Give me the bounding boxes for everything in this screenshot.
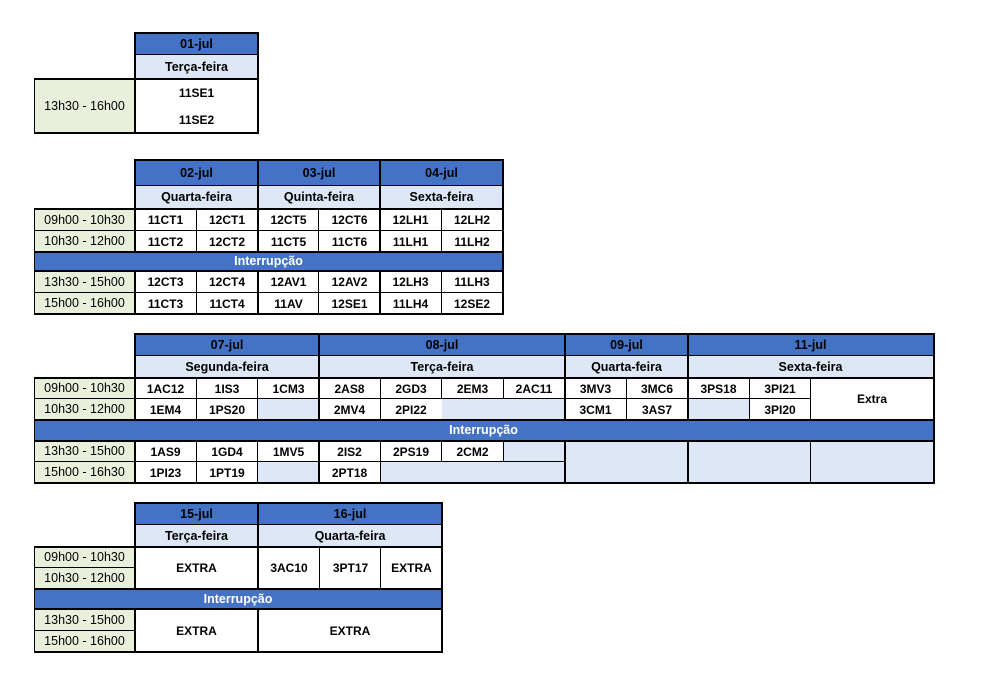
date-header bbox=[135, 334, 319, 356]
class-code: 11CT3 bbox=[147, 296, 184, 311]
table-border bbox=[933, 333, 935, 484]
date-label: 08-jul bbox=[425, 337, 459, 352]
time-label: 15h00 - 16h00 bbox=[44, 296, 125, 311]
table-border bbox=[380, 377, 381, 420]
weekday-label: Quarta-feira bbox=[591, 359, 662, 374]
time-slot bbox=[34, 293, 135, 314]
time-slot bbox=[34, 547, 135, 568]
date-label: 02-jul bbox=[180, 165, 213, 180]
date-header bbox=[380, 160, 503, 186]
time-slot bbox=[34, 631, 135, 652]
time-slot bbox=[34, 271, 135, 293]
time-slot bbox=[34, 209, 135, 231]
weekday-header bbox=[688, 356, 933, 378]
weekday-header bbox=[258, 525, 442, 547]
class-cell bbox=[319, 231, 380, 252]
interruption-bar bbox=[34, 252, 503, 271]
class-code: 12AV2 bbox=[331, 275, 368, 289]
table-border bbox=[318, 333, 320, 420]
extra-cell bbox=[811, 378, 933, 420]
table-border bbox=[380, 546, 381, 589]
class-cell bbox=[196, 231, 258, 252]
table-border bbox=[196, 270, 197, 315]
date-header bbox=[565, 334, 688, 356]
empty-cell bbox=[811, 441, 933, 483]
class-cell bbox=[135, 378, 196, 399]
class-code: 1EM4 bbox=[149, 402, 182, 417]
class-cell bbox=[626, 378, 688, 399]
class-cell bbox=[380, 399, 442, 420]
class-cell bbox=[196, 271, 258, 293]
date-label: 11-jul bbox=[794, 337, 827, 352]
class-cell bbox=[319, 399, 380, 420]
class-cell bbox=[441, 209, 503, 231]
table-border bbox=[34, 270, 504, 272]
time-slot bbox=[34, 399, 135, 420]
empty-cell bbox=[258, 462, 319, 483]
table-border bbox=[135, 502, 443, 504]
table-border bbox=[318, 440, 320, 484]
class-code: 1IS3 bbox=[214, 381, 240, 396]
class-cell bbox=[135, 441, 196, 462]
table-border bbox=[257, 270, 259, 315]
table-border bbox=[134, 440, 136, 484]
class-cell bbox=[196, 209, 258, 231]
class-cell bbox=[441, 293, 503, 314]
extra-cell bbox=[135, 547, 258, 589]
class-cell bbox=[319, 441, 380, 462]
time-slot bbox=[34, 378, 135, 399]
class-code: 1MV5 bbox=[272, 444, 305, 459]
date-label: 01-jul bbox=[180, 36, 213, 51]
date-label: 09-jul bbox=[610, 337, 643, 352]
time-slot bbox=[34, 79, 135, 133]
class-code: 2MV4 bbox=[333, 402, 366, 417]
interruption-label: Interrupção bbox=[203, 591, 273, 606]
class-cell bbox=[380, 293, 441, 314]
class-cell bbox=[319, 462, 380, 483]
class-cell bbox=[258, 378, 319, 399]
table-border bbox=[196, 208, 197, 252]
class-cell bbox=[258, 209, 319, 231]
interruption-bar bbox=[34, 420, 933, 441]
table-border bbox=[441, 440, 442, 462]
table-border bbox=[318, 270, 319, 315]
date-header bbox=[258, 160, 380, 186]
date-header bbox=[319, 334, 565, 356]
class-cell bbox=[196, 399, 258, 420]
table-border bbox=[34, 78, 259, 80]
weekday-label: Sexta-feira bbox=[778, 359, 843, 374]
class-code: 1GD4 bbox=[211, 444, 243, 459]
table-border bbox=[319, 546, 320, 589]
class-code: 12CT3 bbox=[147, 275, 184, 289]
weekday-label: Terça-feira bbox=[165, 59, 228, 74]
class-code: 12AV1 bbox=[270, 275, 307, 289]
extra-cell bbox=[258, 609, 442, 652]
class-code: 2CM2 bbox=[456, 444, 489, 459]
class-cell bbox=[319, 293, 380, 314]
weekday-header bbox=[565, 356, 688, 378]
table-border bbox=[34, 567, 135, 568]
class-code: 3MC6 bbox=[640, 381, 673, 396]
class-code: 12CT6 bbox=[331, 213, 368, 227]
class-code: 12CT5 bbox=[270, 213, 307, 227]
table-border bbox=[34, 251, 504, 253]
class-code: 11LH4 bbox=[392, 296, 429, 311]
class-cell bbox=[320, 547, 381, 589]
class-code: 11SE2 bbox=[178, 112, 215, 127]
weekday-header bbox=[258, 186, 380, 209]
time-label: 09h00 - 10h30 bbox=[44, 550, 125, 565]
class-code: 3PS18 bbox=[700, 381, 737, 396]
time-label: 10h30 - 12h00 bbox=[44, 402, 125, 417]
table-border bbox=[34, 377, 35, 484]
class-code: 3AS7 bbox=[641, 402, 673, 417]
class-code: 12CT1 bbox=[208, 213, 246, 227]
time-slot bbox=[34, 462, 135, 483]
class-cell bbox=[258, 231, 319, 252]
class-cell bbox=[380, 271, 441, 293]
table-border bbox=[502, 159, 504, 315]
class-cell bbox=[565, 399, 626, 420]
class-code: 11SE1 bbox=[178, 85, 215, 100]
class-code: 2AC11 bbox=[515, 381, 553, 396]
table-border bbox=[135, 185, 504, 186]
class-cell bbox=[626, 399, 688, 420]
table-border bbox=[34, 78, 35, 134]
class-cell bbox=[749, 399, 811, 420]
table-border bbox=[441, 377, 442, 399]
class-code: 2PI22 bbox=[395, 402, 427, 417]
weekday-label: Quinta-feira bbox=[283, 190, 355, 205]
class-code: 2EM3 bbox=[456, 381, 489, 396]
date-label: 03-jul bbox=[302, 165, 336, 180]
class-cell bbox=[196, 441, 258, 462]
class-code: 1PI23 bbox=[149, 465, 182, 480]
class-code: 12LH3 bbox=[392, 275, 429, 289]
table-border bbox=[34, 546, 443, 548]
table-border bbox=[34, 630, 135, 631]
table-border bbox=[257, 608, 259, 653]
class-cell bbox=[135, 79, 258, 106]
table-border bbox=[564, 333, 566, 420]
table-border bbox=[749, 377, 750, 420]
class-cell bbox=[503, 378, 565, 399]
table-border bbox=[34, 398, 811, 399]
class-code: 2AS8 bbox=[334, 381, 365, 396]
table-border bbox=[134, 502, 136, 589]
date-header bbox=[258, 503, 442, 525]
empty-cell bbox=[688, 441, 811, 483]
table-border bbox=[441, 270, 442, 315]
class-cell bbox=[319, 271, 380, 293]
empty-cell bbox=[688, 399, 749, 420]
class-code: 11AV bbox=[274, 296, 303, 311]
class-code: 11LH3 bbox=[454, 275, 490, 289]
extra-cell bbox=[381, 547, 442, 589]
table-border bbox=[34, 313, 504, 315]
class-cell bbox=[135, 271, 196, 293]
date-label: 04-jul bbox=[425, 165, 458, 180]
table-border bbox=[257, 440, 258, 484]
class-code: 11CT6 bbox=[331, 234, 368, 249]
table-border bbox=[135, 355, 935, 356]
date-header bbox=[688, 334, 933, 356]
table-border bbox=[564, 440, 566, 484]
empty-cell bbox=[442, 399, 565, 420]
class-cell bbox=[135, 231, 196, 252]
class-cell bbox=[442, 441, 503, 462]
time-label: 09h00 - 10h30 bbox=[44, 212, 125, 227]
class-cell bbox=[380, 231, 441, 252]
class-code: 11CT5 bbox=[270, 234, 307, 249]
class-cell bbox=[441, 271, 503, 293]
class-cell bbox=[688, 378, 749, 399]
class-code: 3AC10 bbox=[270, 561, 308, 575]
date-label: 16-jul bbox=[333, 506, 367, 521]
table-border bbox=[196, 440, 197, 484]
table-border bbox=[34, 292, 504, 293]
class-cell bbox=[380, 441, 442, 462]
table-border bbox=[134, 333, 136, 420]
table-border bbox=[34, 461, 565, 462]
table-border bbox=[441, 208, 442, 252]
table-border bbox=[379, 270, 381, 315]
time-label: 15h00 - 16h30 bbox=[44, 465, 125, 480]
class-cell bbox=[380, 209, 441, 231]
class-code: EXTRA bbox=[176, 561, 217, 575]
class-cell bbox=[135, 209, 196, 231]
class-cell bbox=[258, 441, 319, 462]
class-cell bbox=[196, 378, 258, 399]
time-label: 15h00 - 16h00 bbox=[44, 634, 125, 649]
empty-cell bbox=[503, 441, 565, 462]
class-code: 11CT4 bbox=[209, 296, 245, 311]
class-code: 12LH1 bbox=[392, 213, 429, 227]
time-slot bbox=[34, 231, 135, 252]
time-slot bbox=[34, 568, 135, 589]
table-border bbox=[318, 208, 319, 252]
date-header bbox=[135, 503, 258, 525]
table-border bbox=[810, 377, 811, 420]
class-code: 12SE1 bbox=[331, 296, 368, 311]
table-border bbox=[441, 502, 443, 653]
class-cell bbox=[196, 293, 258, 314]
table-border bbox=[34, 588, 443, 590]
date-label: 15-jul bbox=[180, 506, 213, 521]
weekday-label: Terça-feira bbox=[410, 359, 474, 374]
weekday-label: Quarta-feira bbox=[161, 190, 232, 205]
extra-cell bbox=[135, 609, 258, 652]
class-code: 2GD3 bbox=[395, 381, 427, 396]
time-label: 10h30 - 12h00 bbox=[44, 571, 125, 586]
class-code: 12CT2 bbox=[208, 234, 246, 249]
class-cell bbox=[258, 271, 319, 293]
class-code: 11CT2 bbox=[147, 234, 184, 249]
class-code: 3PT17 bbox=[332, 561, 369, 575]
class-code: EXTRA bbox=[391, 561, 432, 575]
class-code: EXTRA bbox=[176, 623, 217, 638]
table-border bbox=[687, 333, 689, 420]
date-header bbox=[135, 160, 258, 186]
class-code: 11LH2 bbox=[454, 234, 490, 249]
time-label: 09h00 - 10h30 bbox=[44, 381, 125, 396]
class-cell bbox=[135, 462, 196, 483]
table-border bbox=[34, 651, 443, 653]
interruption-label: Interrupção bbox=[234, 254, 303, 269]
table-border bbox=[134, 608, 136, 653]
table-border bbox=[379, 159, 381, 252]
class-code: 2PS19 bbox=[392, 444, 430, 459]
table-border bbox=[503, 440, 504, 462]
weekday-label: Terça-feira bbox=[165, 528, 228, 543]
table-border bbox=[257, 32, 259, 134]
class-cell bbox=[380, 378, 442, 399]
date-label: 07-jul bbox=[210, 337, 244, 352]
interruption-bar bbox=[34, 589, 442, 609]
empty-cell bbox=[565, 441, 688, 483]
class-code: EXTRA bbox=[329, 623, 371, 638]
class-cell bbox=[442, 378, 503, 399]
weekday-label: Sexta-feira bbox=[409, 190, 474, 205]
time-label: 10h30 - 12h00 bbox=[44, 234, 125, 249]
class-code: 1CM3 bbox=[272, 381, 305, 396]
table-border bbox=[257, 377, 258, 420]
table-border bbox=[34, 230, 504, 231]
table-border bbox=[34, 440, 935, 442]
time-label: 13h30 - 15h00 bbox=[44, 612, 125, 627]
class-cell bbox=[441, 231, 503, 252]
class-cell bbox=[319, 209, 380, 231]
weekday-header bbox=[135, 186, 258, 209]
class-code: 3PI21 bbox=[764, 381, 796, 396]
class-code: 1AS9 bbox=[150, 444, 181, 459]
class-cell bbox=[135, 106, 258, 133]
table-border bbox=[34, 419, 935, 421]
empty-cell bbox=[380, 462, 565, 483]
class-cell bbox=[196, 462, 258, 483]
class-code: 2IS2 bbox=[337, 444, 362, 459]
class-code: 3CM1 bbox=[579, 402, 612, 417]
class-code: 11CT1 bbox=[147, 213, 184, 227]
time-slot bbox=[34, 441, 135, 462]
time-label: 13h30 - 16h00 bbox=[44, 98, 125, 113]
empty-cell bbox=[258, 399, 319, 420]
class-cell bbox=[319, 378, 380, 399]
class-code: 1AC12 bbox=[146, 381, 185, 396]
table-border bbox=[626, 377, 627, 420]
weekday-header bbox=[380, 186, 503, 209]
table-border bbox=[135, 524, 443, 525]
class-code: 1PS20 bbox=[208, 402, 246, 417]
weekday-header bbox=[135, 525, 258, 547]
class-code: 12CT4 bbox=[208, 275, 246, 289]
weekday-label: Quarta-feira bbox=[314, 528, 386, 543]
time-label: 13h30 - 15h00 bbox=[44, 444, 125, 459]
class-code: Extra bbox=[856, 392, 888, 406]
class-cell bbox=[258, 547, 320, 589]
class-cell bbox=[258, 293, 319, 314]
weekday-label: Segunda-feira bbox=[185, 359, 269, 374]
weekday-header bbox=[135, 55, 258, 79]
class-code: 12LH2 bbox=[453, 213, 491, 227]
table-border bbox=[196, 377, 197, 420]
table-border bbox=[135, 159, 504, 161]
table-border bbox=[134, 32, 136, 134]
table-border bbox=[810, 440, 811, 484]
weekday-header bbox=[319, 356, 565, 378]
table-border bbox=[34, 208, 35, 315]
time-label: 13h30 - 15h00 bbox=[44, 274, 125, 289]
table-border bbox=[134, 270, 136, 315]
class-code: 2PT18 bbox=[331, 465, 368, 480]
table-border bbox=[135, 32, 259, 34]
class-cell bbox=[749, 378, 811, 399]
table-border bbox=[257, 502, 259, 589]
table-border bbox=[135, 54, 259, 55]
class-cell bbox=[135, 399, 196, 420]
class-code: 1PT19 bbox=[209, 465, 245, 480]
class-code: 3MV3 bbox=[579, 381, 612, 396]
table-border bbox=[503, 377, 504, 399]
class-code: 3PI20 bbox=[764, 402, 796, 417]
table-border bbox=[34, 482, 935, 484]
class-code: 12SE2 bbox=[453, 296, 491, 311]
weekday-header bbox=[135, 356, 319, 378]
class-cell bbox=[135, 293, 196, 314]
time-slot bbox=[34, 609, 135, 631]
table-border bbox=[687, 440, 689, 484]
table-border bbox=[135, 333, 935, 335]
table-border bbox=[134, 159, 136, 252]
table-border bbox=[380, 440, 381, 484]
table-border bbox=[34, 132, 259, 134]
table-border bbox=[34, 546, 35, 653]
date-header bbox=[135, 33, 258, 55]
table-border bbox=[257, 159, 259, 252]
interruption-label: Interrupção bbox=[449, 423, 518, 438]
class-cell bbox=[565, 378, 626, 399]
class-code: 11LH1 bbox=[392, 234, 429, 249]
table-border bbox=[34, 377, 935, 379]
table-border bbox=[34, 208, 504, 210]
table-border bbox=[34, 608, 443, 610]
